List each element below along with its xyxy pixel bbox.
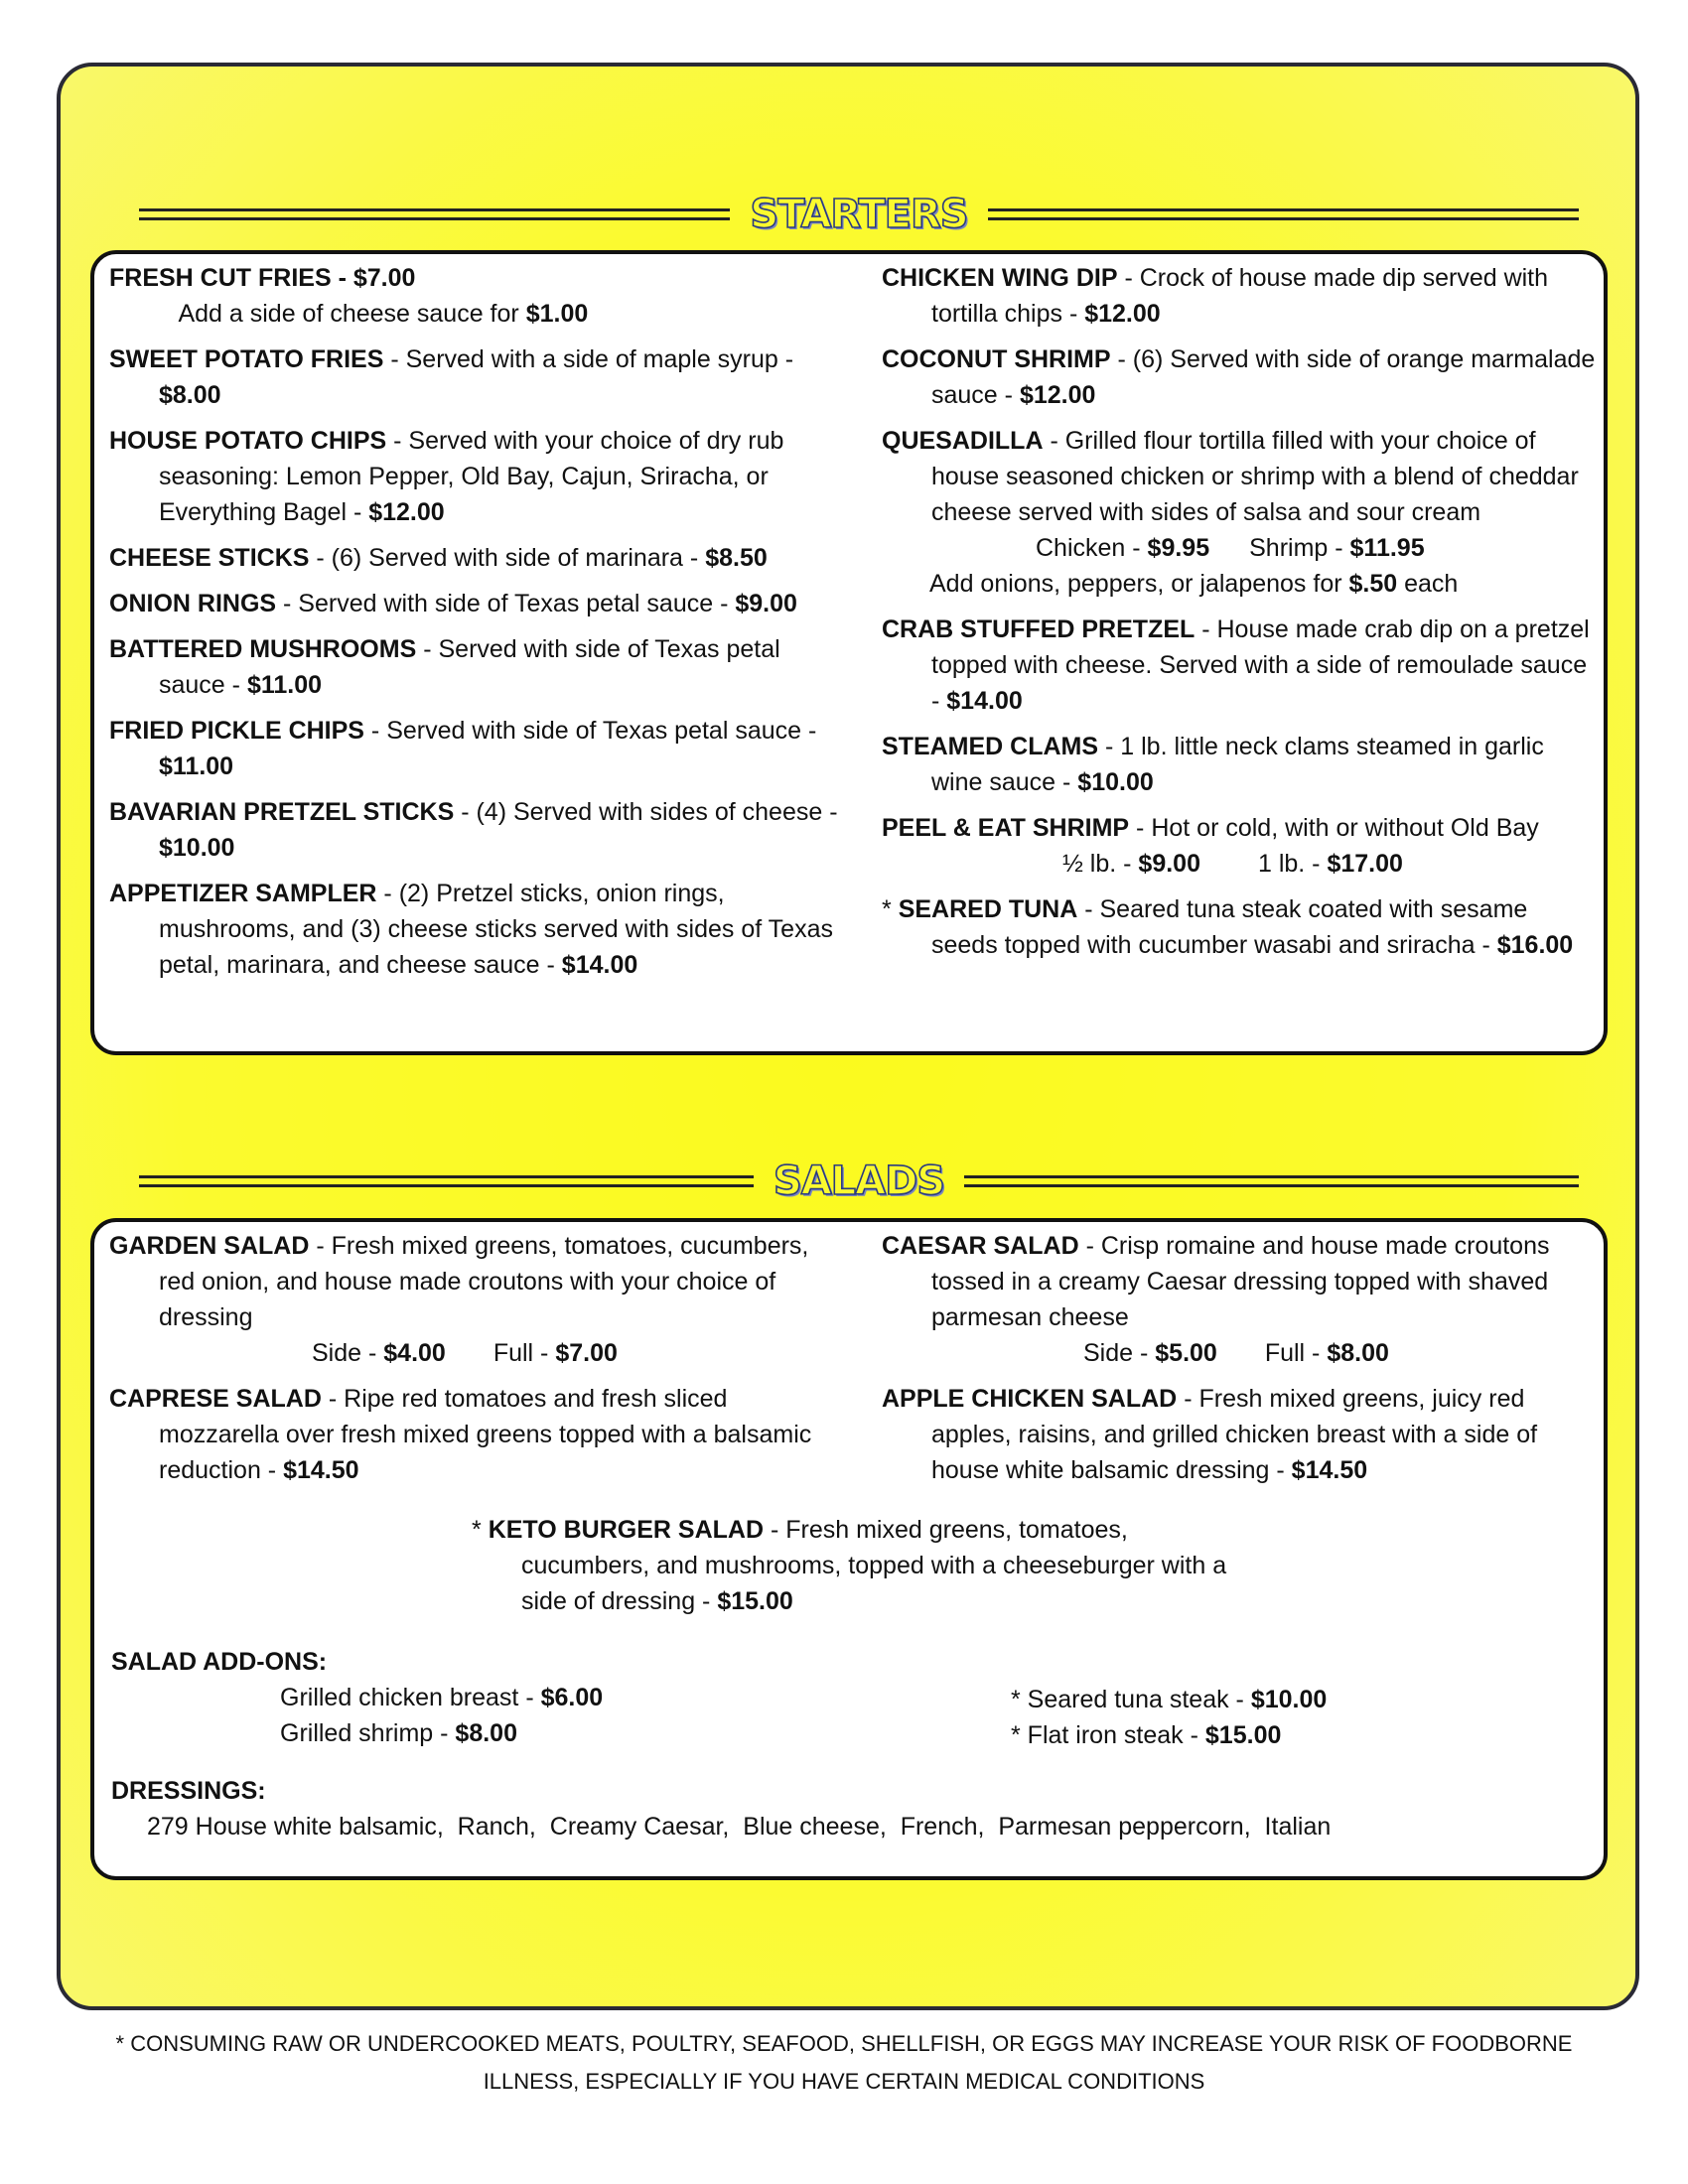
item-name: SWEET POTATO FRIES [109, 345, 384, 373]
option-label: Side - [312, 1339, 384, 1367]
option-label: Side - [1083, 1339, 1156, 1367]
item-desc: (2) Pretzel sticks, onion rings, mushrooms, and (3) cheese sticks served with sides of Texas petal, marinara, and cheese sauce - [159, 880, 833, 979]
item-name: PEEL & EAT SHRIMP [882, 814, 1130, 842]
addons-title: SALAD ADD-ONS: [111, 1648, 328, 1676]
item-sep: - [1043, 427, 1065, 455]
shrimp-prices [882, 846, 1597, 882]
item-price: $11.00 [246, 671, 323, 699]
addon-label: * Flat iron steak - [1011, 1721, 1205, 1749]
item-name: COCONUT SHRIMP [882, 345, 1111, 373]
menu-item [882, 1381, 1597, 1488]
item-sep: - [764, 1516, 786, 1544]
option-label: Full - [1264, 1339, 1328, 1367]
starters-title: STARTERS [750, 192, 968, 237]
item-sep: - [1077, 895, 1100, 923]
item-desc: 1 lb. little neck clams steamed in garlic wine sauce - [931, 733, 1544, 796]
item-sep: - [1117, 264, 1140, 292]
item-desc: Grilled flour tortilla filled with your choice of house seasoned chicken or shrimp with a blend of cheddar cheese served with sides of salsa and sour cream [931, 427, 1579, 526]
item-name: ONION RINGS [109, 590, 277, 617]
addon-label: * Seared tuna steak - [1011, 1686, 1251, 1713]
item-desc: House made crab dip on a pretzel topped with cheese. Served with a side of remoulade sauce - [931, 615, 1590, 715]
item-price: $10.00 [1077, 768, 1154, 796]
dressings-title: DRESSINGS: [111, 1777, 266, 1805]
item-desc: (4) Served with sides of cheese - [476, 798, 838, 826]
item-desc: Served with side of Texas petal sauce - [298, 590, 736, 617]
menu-item [882, 891, 1597, 963]
keto-salad [472, 1512, 1246, 1629]
item-sep: - [454, 798, 477, 826]
addon-price: $15.00 [1204, 1721, 1282, 1749]
raw-warning-star: * [882, 895, 899, 923]
menu-item [882, 341, 1597, 413]
header-rule-right [964, 1175, 1579, 1187]
item-desc: Add a side of cheese sauce for [159, 300, 526, 328]
addon-label: Grilled shrimp - [280, 1719, 456, 1747]
item-name: GARDEN SALAD [109, 1232, 310, 1260]
item-sep: - [376, 880, 399, 907]
item-sep: - [386, 427, 409, 455]
option-price: $4.00 [383, 1339, 446, 1367]
item-sep: - [321, 1385, 345, 1413]
addon-label: Grilled chicken breast - [280, 1684, 541, 1711]
item-desc: Hot or cold, with or without Old Bay [1151, 814, 1539, 842]
item-name: SEARED TUNA [898, 895, 1078, 923]
item-sep: - [331, 264, 353, 292]
option-label: Shrimp - [1249, 534, 1350, 562]
item-price: $10.00 [159, 834, 235, 862]
menu-item [109, 631, 844, 703]
item-sep: - [1110, 345, 1133, 373]
menu-item [109, 260, 844, 332]
item-desc: Fresh mixed greens, tomatoes, cucumbers, and mushrooms, topped with a cheeseburger with a side of dressing - [521, 1516, 1227, 1615]
item-sep: - [416, 635, 439, 663]
menu-item [109, 794, 844, 866]
option-label: Full - [492, 1339, 556, 1367]
menu-item [109, 341, 844, 413]
item-name: CAESAR SALAD [882, 1232, 1079, 1260]
item-price-extra: $1.00 [525, 300, 589, 328]
menu-item [882, 729, 1597, 800]
item-name: CHICKEN WING DIP [882, 264, 1118, 292]
item-price: $14.50 [1291, 1456, 1368, 1484]
item-sep: - [1078, 1232, 1101, 1260]
menu-item [109, 1381, 844, 1488]
item-name: APPLE CHICKEN SALAD [882, 1385, 1178, 1413]
item-price: $14.00 [946, 687, 1023, 715]
item-desc: Served with a side of maple syrup - [405, 345, 794, 373]
garden-prices [109, 1335, 844, 1371]
item-sep: - [383, 345, 406, 373]
item-price: $12.00 [1019, 381, 1096, 409]
menu-item [109, 423, 844, 530]
starters-right-column [882, 260, 1597, 973]
option-label: Chicken - [1036, 534, 1148, 562]
menu-item [109, 713, 844, 784]
item-sep: - [309, 1232, 332, 1260]
item-price: $14.00 [561, 951, 638, 979]
disclaimer-line: ILLNESS, ESPECIALLY IF YOU HAVE CERTAIN MEDICAL CONDITIONS [483, 2069, 1205, 2094]
item-name: KETO BURGER SALAD [488, 1516, 765, 1544]
item-name: CHEESE STICKS [109, 544, 310, 572]
item-desc: Served with side of Texas petal sauce - [386, 717, 817, 745]
item-name: CAPRESE SALAD [109, 1385, 322, 1413]
addon-price: $8.00 [455, 1719, 517, 1747]
addon-text: Add onions, peppers, or jalapenos for [929, 570, 1349, 598]
menu-item [882, 810, 1597, 846]
item-desc: (6) Served with side of orange marmalade sauce - [931, 345, 1596, 409]
addon-price: $6.00 [540, 1684, 604, 1711]
item-desc: Ripe red tomatoes and fresh sliced mozzarella over fresh mixed greens topped with a balsamic reduction - [159, 1385, 812, 1484]
menu-item [882, 423, 1597, 530]
disclaimer-line: * CONSUMING RAW OR UNDERCOOKED MEATS, POULTRY, SEAFOOD, SHELLFISH, OR EGGS MAY INCREASE YOUR RISK OF FOODBORNE [115, 2031, 1573, 2056]
option-label: ½ lb. - [1062, 850, 1139, 878]
option-label: 1 lb. - [1257, 850, 1328, 878]
item-price: $15.00 [717, 1587, 793, 1615]
item-price: $7.00 [352, 264, 416, 292]
menu-item [109, 1228, 844, 1335]
addon-item [1011, 1717, 1281, 1753]
starters-header [139, 185, 1579, 244]
header-rule-right [988, 208, 1579, 220]
item-price: $8.50 [705, 544, 768, 572]
starters-left-column [109, 260, 844, 993]
option-price: $9.95 [1147, 534, 1210, 562]
option-price: $7.00 [555, 1339, 618, 1367]
menu-item [882, 1228, 1597, 1335]
menu-item [472, 1512, 1246, 1619]
item-price: $9.00 [735, 590, 797, 617]
salads-title: SALADS [773, 1159, 945, 1204]
addon-suffix: each [1397, 570, 1459, 598]
salads-header [139, 1152, 1579, 1211]
item-sep: - [363, 717, 387, 745]
header-rule-left [139, 1175, 754, 1187]
menu-item [109, 876, 844, 983]
foodborne-disclaimer [99, 2025, 1589, 2101]
option-price: $5.00 [1155, 1339, 1217, 1367]
item-desc: Served with side of Texas petal sauce - [159, 635, 780, 699]
salads-left-column [109, 1228, 844, 1498]
item-desc: Fresh mixed greens, tomatoes, cucumbers, red onion, and house made croutons with your choice of dressing [159, 1232, 809, 1331]
raw-warning-star: * [472, 1516, 489, 1544]
addon-item [280, 1715, 517, 1751]
item-price: $12.00 [1084, 300, 1161, 328]
item-sep: - [309, 544, 332, 572]
salads-right-column [882, 1228, 1597, 1498]
item-desc: Crisp romaine and house made croutons tossed in a creamy Caesar dressing topped with shaved parmesan cheese [931, 1232, 1550, 1331]
menu-item [882, 260, 1597, 332]
option-price: $11.95 [1349, 534, 1425, 562]
option-price: $8.00 [1327, 1339, 1389, 1367]
item-desc: Served with your choice of dry rub seasoning: Lemon Pepper, Old Bay, Cajun, Sriracha, or Everything Bagel - [159, 427, 784, 526]
item-name: APPETIZER SAMPLER [109, 880, 377, 907]
quesadilla-prices [882, 530, 1597, 566]
item-sep: - [1129, 814, 1152, 842]
option-price: $9.00 [1138, 850, 1200, 878]
item-price: $16.00 [1496, 931, 1574, 959]
item-desc: Crock of house made dip served with tortilla chips - [931, 264, 1549, 328]
caesar-prices [882, 1335, 1597, 1371]
item-price: $8.00 [159, 381, 221, 409]
option-price: $17.00 [1327, 850, 1403, 878]
addon-price: $10.00 [1250, 1686, 1328, 1713]
item-price: $14.50 [283, 1456, 359, 1484]
item-name: BATTERED MUSHROOMS [109, 635, 417, 663]
menu-item [882, 612, 1597, 719]
header-rule-left [139, 208, 730, 220]
item-name: STEAMED CLAMS [882, 733, 1099, 760]
item-desc: (6) Served with side of marinara - [331, 544, 706, 572]
item-sep: - [276, 590, 299, 617]
item-price: $11.00 [159, 752, 234, 780]
quesadilla-addon [882, 566, 1597, 602]
item-name: CRAB STUFFED PRETZEL [882, 615, 1196, 643]
item-sep: - [1177, 1385, 1199, 1413]
menu-item [109, 586, 844, 621]
item-desc: Fresh mixed greens, juicy red apples, raisins, and grilled chicken breast with a side of house white balsamic dressing - [931, 1385, 1538, 1484]
item-sep: - [1098, 733, 1121, 760]
item-desc: Seared tuna steak coated with sesame seeds topped with cucumber wasabi and sriracha - [931, 895, 1528, 959]
item-name: FRESH CUT FRIES [109, 264, 332, 292]
addon-price: $.50 [1348, 570, 1398, 598]
item-name: FRIED PICKLE CHIPS [109, 717, 364, 745]
addon-item [1011, 1682, 1327, 1717]
item-name: HOUSE POTATO CHIPS [109, 427, 387, 455]
item-price: $12.00 [368, 498, 445, 526]
item-name: BAVARIAN PRETZEL STICKS [109, 798, 455, 826]
dressings-list: 279 House white balsamic, Ranch, Creamy Caesar, Blue cheese, French, Parmesan peppercorn, Italian [147, 1813, 1332, 1841]
menu-item [109, 540, 844, 576]
item-sep: - [1195, 615, 1217, 643]
item-name: QUESADILLA [882, 427, 1044, 455]
addon-item [280, 1680, 603, 1715]
